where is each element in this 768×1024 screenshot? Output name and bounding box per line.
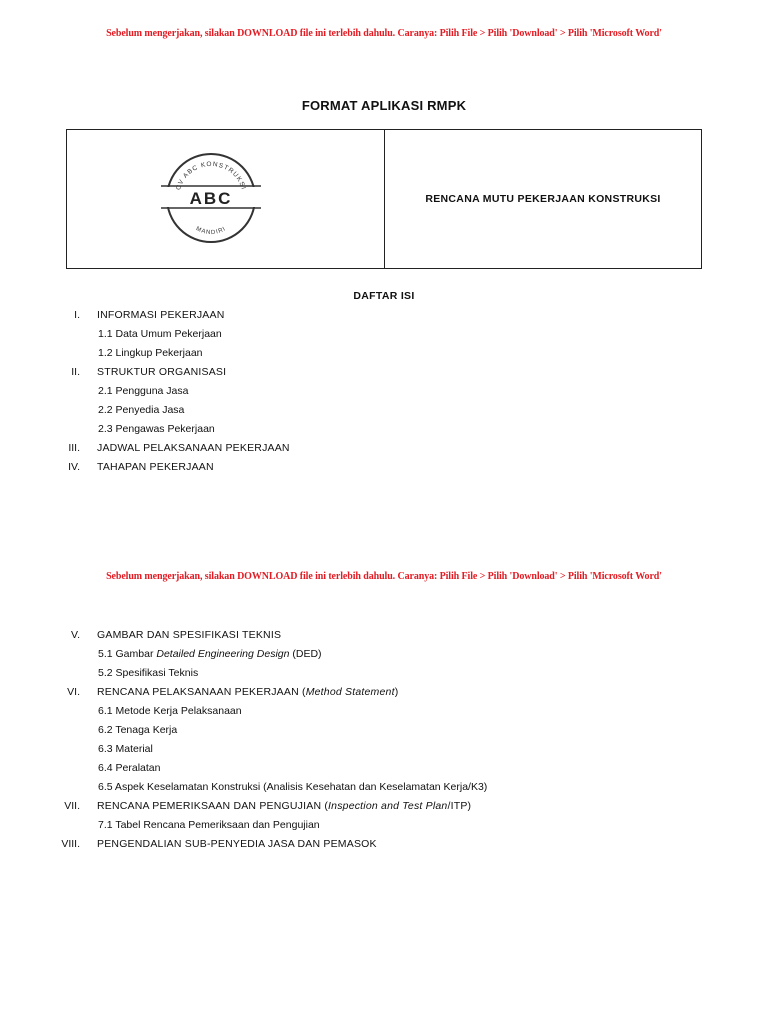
toc-chapter (0, 440, 768, 456)
toc-label: JADWAL PELAKSANAAN PEKERJAAN (97, 442, 290, 454)
toc-chapter (0, 798, 768, 814)
toc-label: 5.1 Gambar Detailed Engineering Design (DED) (98, 648, 322, 660)
toc-subsection (0, 383, 768, 399)
toc-label: 1.1 Data Umum Pekerjaan (98, 328, 222, 340)
header-title-cell: RENCANA MUTU PEKERJAAN KONSTRUKSI (425, 193, 661, 205)
toc-chapter (0, 627, 768, 643)
toc-chapter (0, 364, 768, 380)
toc-label: 5.2 Spesifikasi Teknis (98, 667, 199, 679)
toc-label: 6.1 Metode Kerja Pelaksanaan (98, 705, 242, 717)
toc-chapter-number: V. (71, 629, 80, 641)
toc-subsection (0, 741, 768, 757)
download-notice-top: Sebelum mengerjakan, silakan DOWNLOAD file ini terlebih dahulu. Caranya: Pilih File > Pilih 'Download' > Pilih 'Microsoft Word' (106, 28, 662, 39)
toc-chapter (0, 459, 768, 475)
toc-subsection (0, 665, 768, 681)
toc-label: 6.5 Aspek Keselamatan Konstruksi (Analisis Kesehatan dan Keselamatan Kerja/K3) (98, 781, 488, 793)
toc-chapter-number: I. (74, 309, 80, 321)
toc-subsection (0, 722, 768, 738)
toc-subsection (0, 326, 768, 342)
toc-subsection (0, 345, 768, 361)
toc-label: 2.1 Pengguna Jasa (98, 385, 189, 397)
toc-label: 6.2 Tenaga Kerja (98, 724, 178, 736)
toc-subsection (0, 703, 768, 719)
toc-chapter-number: VII. (64, 800, 80, 812)
toc-chapter (0, 307, 768, 323)
header-table (66, 129, 702, 269)
toc-label: 2.2 Penyedia Jasa (98, 404, 185, 416)
seal-top-text: CV ABC KONSTRUKSI (175, 160, 247, 192)
toc-label: 1.2 Lingkup Pekerjaan (98, 347, 203, 359)
toc-heading: DAFTAR ISI (353, 290, 415, 302)
toc-chapter-number: IV. (68, 461, 80, 473)
toc-label: GAMBAR DAN SPESIFIKASI TEKNIS (97, 629, 282, 641)
toc-chapter (0, 684, 768, 700)
toc-label: RENCANA PELAKSANAAN PEKERJAAN (Method Statement) (97, 686, 399, 698)
document-title: FORMAT APLIKASI RMPK (301, 98, 467, 113)
toc-subsection (0, 760, 768, 776)
toc-chapter-number: II. (71, 366, 80, 378)
toc-subsection (0, 646, 768, 662)
toc-label: 6.3 Material (98, 743, 153, 755)
company-seal-logo (159, 146, 263, 250)
toc-label: TAHAPAN PEKERJAAN (97, 461, 214, 473)
toc-label: 2.3 Pengawas Pekerjaan (98, 423, 215, 435)
download-notice-bottom: Sebelum mengerjakan, silakan DOWNLOAD file ini terlebih dahulu. Caranya: Pilih File > Pilih 'Download' > Pilih 'Microsoft Word' (106, 571, 662, 582)
logo-cell (67, 130, 385, 268)
toc-subsection (0, 402, 768, 418)
toc-subsection (0, 779, 768, 795)
toc-label: INFORMASI PEKERJAAN (97, 309, 225, 321)
seal-bottom-text: MANDIRI (194, 226, 228, 237)
toc-subsection (0, 817, 768, 833)
toc-subsection (0, 421, 768, 437)
toc-label: 7.1 Tabel Rencana Pemeriksaan dan Pengujian (98, 819, 320, 831)
toc-label: STRUKTUR ORGANISASI (97, 366, 227, 378)
toc-chapter-number: VI. (67, 686, 80, 698)
toc-label: PENGENDALIAN SUB-PENYEDIA JASA DAN PEMASOK (97, 838, 377, 850)
svg-text:MANDIRI (195, 226, 228, 236)
seal-center-text: ABC (189, 189, 233, 208)
toc-label: RENCANA PEMERIKSAAN DAN PENGUJIAN (Inspection and Test Plan/ITP) (97, 800, 472, 812)
toc-chapter (0, 836, 768, 852)
toc-chapter-number: VIII. (61, 838, 80, 850)
toc-chapter-number: III. (68, 442, 80, 454)
toc-label: 6.4 Peralatan (98, 762, 161, 774)
